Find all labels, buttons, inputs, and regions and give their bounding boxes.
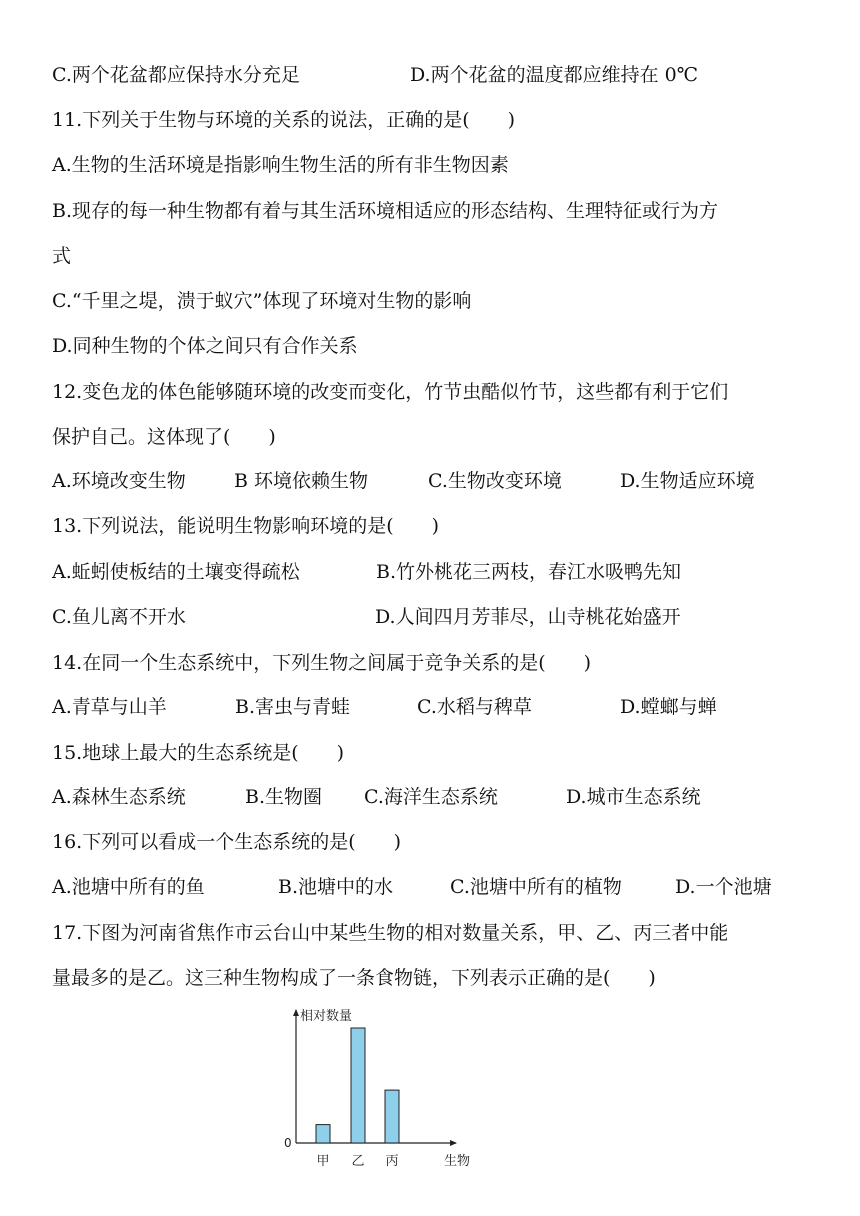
option-text: C.水稻与稗草 [417,696,532,718]
question-text: 16.下列可以看成一个生态系统的是( ) [52,831,402,853]
text-line [52,333,820,359]
x-axis-arrow [450,1140,457,1146]
option-text: C.鱼儿离不开水 [52,606,186,628]
option-text: D.生物适应环境 [620,470,755,492]
option-text: C.生物改变环境 [428,470,562,492]
text-line [52,513,820,539]
question-text: 15.地球上最大的生态系统是( ) [52,742,345,764]
text-line [52,920,820,946]
text-line [52,604,820,630]
category-label: 丙 [385,1154,399,1169]
text-line [52,198,820,224]
option-text: A.环境改变生物 [52,470,186,492]
option-text: B.竹外桃花三两枝，春江水吸鸭先知 [376,561,682,583]
bar-1 [316,1125,330,1143]
text-line [52,650,820,676]
origin-label: 0 [284,1136,292,1150]
text-line [52,379,820,405]
text-line [52,62,820,88]
text-line [52,874,820,900]
x-axis-label: 生物 [444,1154,471,1169]
text-line [52,288,820,314]
option-text: D.城市生态系统 [566,786,701,808]
option-text: A.青草与山羊 [52,696,167,718]
question-text: 保护自己。这体现了( ) [52,426,276,448]
question-text: 13.下列说法，能说明生物影响环境的是( ) [52,515,440,537]
option-text: B 环境依赖生物 [234,470,369,492]
question-text: 17.下图为河南省焦作市云台山中某些生物的相对数量关系，甲、乙、丙三者中能 [52,922,729,944]
text-line [52,152,820,178]
text-line [52,468,820,494]
option-text: D.螳螂与蝉 [620,696,717,718]
category-label: 甲 [316,1154,330,1169]
option-text: A.森林生态系统 [52,786,186,808]
y-axis-label: 相对数量 [300,1009,353,1024]
option-text: D.两个花盆的温度都应维持在 0℃ [410,64,698,86]
category-label: 乙 [351,1154,365,1169]
option-text: C.池塘中所有的植物 [450,876,622,898]
question-text: 14.在同一个生态系统中，下列生物之间属于竞争关系的是( ) [52,652,592,674]
question-text: D.同种生物的个体之间只有合作关系 [52,335,358,357]
bar-3 [385,1090,399,1143]
text-line [52,107,820,133]
text-line [52,559,820,585]
option-text: D.人间四月芳菲尽，山寺桃花始盛开 [375,606,681,628]
option-text: A.蚯蚓使板结的土壤变得疏松 [52,561,300,583]
y-axis-arrow [293,1009,299,1016]
option-text: B.池塘中的水 [278,876,394,898]
option-text: D.一个池塘 [675,876,772,898]
question-text: 量最多的是乙。这三种生物构成了一条食物链，下列表示正确的是( ) [52,967,656,989]
question-text: 12.变色龙的体色能够随环境的改变而变化，竹节虫酷似竹节，这些都有利于它们 [52,381,729,403]
bar-chart [276,1000,506,1180]
text-line [52,424,820,450]
chart-svg [276,1000,506,1180]
question-text: 11.下列关于生物与环境的关系的说法，正确的是( ) [52,109,516,131]
bar-2 [351,1028,365,1143]
option-text: C.海洋生态系统 [364,786,498,808]
text-line [52,243,820,269]
text-line [52,784,820,810]
question-text: B.现存的每一种生物都有着与其生活环境相适应的形态结构、生理特征或行为方 [52,200,719,222]
option-text: B.害虫与青蛙 [235,696,351,718]
question-text: C.“千里之堤，溃于蚁穴”体现了环境对生物的影响 [52,290,472,312]
text-line [52,740,820,766]
option-text: C.两个花盆都应保持水分充足 [52,64,300,86]
option-text: A.池塘中所有的鱼 [52,876,205,898]
text-line [52,694,820,720]
question-text: A.生物的生活环境是指影响生物生活的所有非生物因素 [52,154,509,176]
question-text: 式 [52,245,72,267]
text-line [52,829,820,855]
text-line [52,965,820,991]
option-text: B.生物圈 [245,786,323,808]
